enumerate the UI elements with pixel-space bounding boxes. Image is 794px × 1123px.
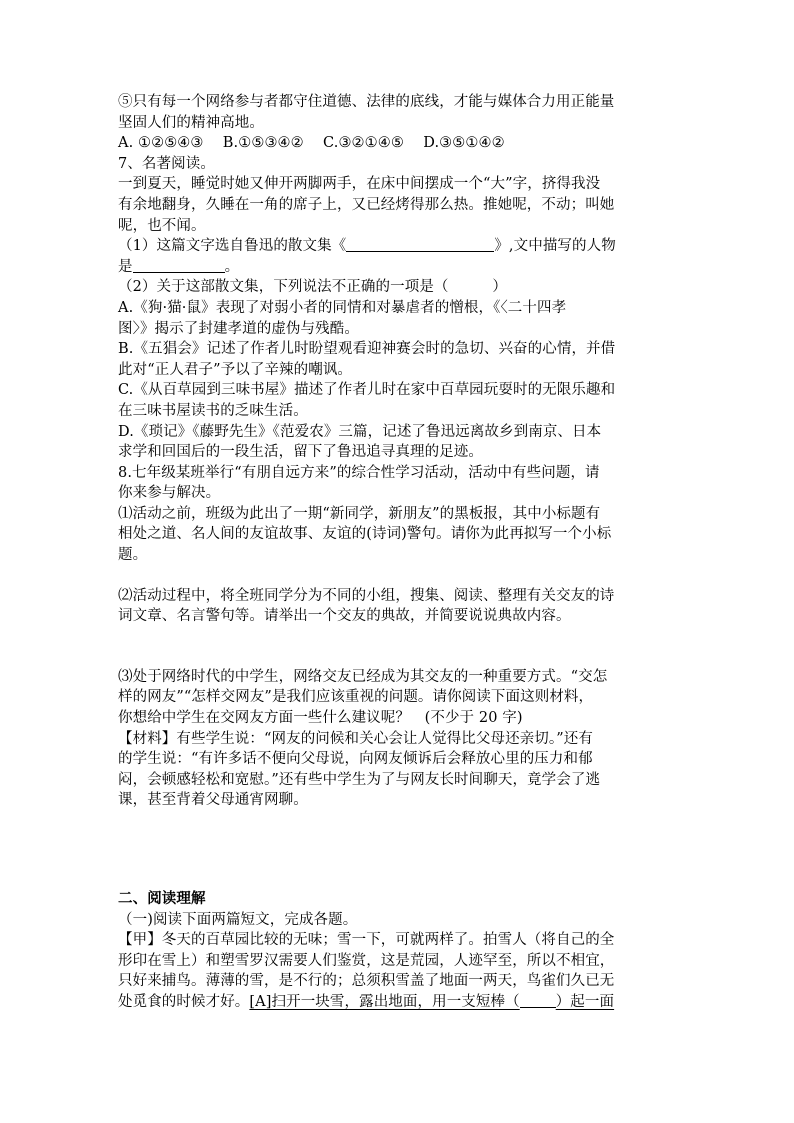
material-line: 的学生说：“有许多话不便向父母说，向网友倾诉后会释放心里的压力和郁: [118, 751, 593, 768]
reading-line: 只好来捕鸟。薄薄的雪，是不行的；总须积雪盖了地面一两天，鸟雀们久已无: [118, 973, 615, 990]
text-line: 呢，也不闻。: [118, 217, 206, 234]
character-blank[interactable]: [133, 258, 225, 273]
reading-line: 【甲】冬天的百草园比较的无味；雪一下，可就两样了。拍雪人（将自己的全: [118, 932, 615, 949]
question-8-2-line: ⑵活动过程中，将全班同学分为不同的小组，搜集、阅读、整理有关交友的诗: [118, 587, 615, 604]
fill-blank[interactable]: [520, 993, 556, 1008]
document-page: [118, 92, 678, 1013]
answer-space[interactable]: [118, 811, 678, 851]
question-8-3-line: 你想给中学生在交网友方面一些什么建议呢？ (不少于 20 字): [118, 710, 523, 727]
question-7-1-line: [118, 236, 678, 257]
option-d-line: D.《琐记》《藤野先生》《范爱农》三篇，记述了鲁迅远离故乡到南京、日本: [118, 423, 602, 440]
answer-space[interactable]: [118, 566, 678, 586]
text-line: ⑤只有每一个网络参与者都守住道德、法律的底线，才能与媒体合力用正能量: [118, 94, 615, 110]
q7-1-text-d: 。: [224, 258, 240, 275]
question-8-1-line: 相处之道、名人间的友谊故事、友谊的(诗词)警句。请你为此再拟写一个小标: [118, 526, 612, 543]
question-8-line: 你来参与解决。: [118, 485, 221, 502]
reading-line: 形印在雪上）和塑雪罗汉需要人们鉴赏，这是荒园，人迹罕至，所以不相宜，: [118, 952, 615, 969]
option-b-line: 此对“正人君子”予以了辛辣的嘲讽。: [118, 361, 353, 378]
question-8-line: 8.七年级某班举行“有朋自远方来”的综合性学习活动，活动中有些问题，请: [118, 464, 600, 481]
q7-1-text-a: （1）这篇文字选自鲁迅的散文集《: [118, 238, 347, 255]
option-b-line: B.《五猖会》记述了作者儿时盼望观看迎神赛会时的急切、兴奋的心情，并借: [118, 341, 616, 358]
text-line: 坚固人们的精神高地。: [118, 114, 264, 131]
book-title-blank[interactable]: [346, 237, 494, 252]
question-8-2-line: 词文章、名言警句等。请举出一个交友的典故，并简要说说典故内容。: [118, 608, 571, 625]
q7-1-text-c: 是: [118, 258, 133, 275]
reading-text: 处觅食的时候才好。: [118, 993, 250, 1010]
material-line: 【材料】有些学生说：“网友的问候和关心会让人觉得比父母还亲切。”还有: [118, 730, 593, 747]
question-7-2: （2）关于这部散文集，下列说法不正确的一项是（ ）: [118, 279, 507, 296]
answer-options: A. ①②⑤④③ B.①⑤③④② C.③②①④⑤ D.③⑤①④②: [118, 135, 505, 152]
question-8-1-line: ⑴活动之前，班级为此出了一期“新同学，新朋友”的黑板报，其中小标题有: [118, 505, 601, 522]
answer-space[interactable]: [118, 851, 678, 889]
question-8-3-line: 样的网友”“怎样交网友”是我们应该重视的问题。请你阅读下面这则材料，: [118, 689, 594, 706]
question-7-1-line2: [118, 257, 678, 278]
underlined-passage-a: [A]扫开一块雪，露出地面，用一支短棒（: [249, 993, 520, 1010]
question-8-3-line: ⑶处于网络时代的中学生，网络交友已经成为其交友的一种重要方式。“交怎: [118, 668, 608, 685]
option-a-line: A.《狗·猫·鼠》表现了对弱小者的同情和对暴虐者的憎根，《〈二十四孝: [118, 299, 567, 316]
text-line: 一到夏天，睡觉时她又伸开两脚两手，在床中间摆成一个“大”字，挤得我没: [118, 176, 601, 193]
text-line: 有余地翻身，久睡在一角的席子上，又已经烤得那么热。推她呢，不动；叫她: [118, 196, 615, 213]
question-7-title: 7、名著阅读。: [118, 155, 215, 172]
option-d-line: 求学和回国后的一段生活，留下了鲁迅追寻真理的足迹。: [118, 444, 483, 461]
question-8-1-line: 题。: [118, 547, 148, 564]
option-a-line: 图〉》揭示了封建孝道的虚伪与残酷。: [118, 320, 359, 337]
material-line: 课，甚至背着父母通宵网聊。: [118, 792, 308, 809]
reading-line: （一)阅读下面两篇短文，完成各题。: [118, 911, 358, 928]
section-2-title: 二、阅读理解: [118, 890, 206, 907]
q7-1-text-b: 》,文中描写的人物: [494, 238, 616, 255]
option-c-line: 在三味书屋读书的乏味生活。: [118, 402, 308, 419]
reading-last-line: [118, 992, 678, 1013]
answer-space[interactable]: [118, 627, 678, 667]
material-line: 闷，会顿感轻松和宽慰。”还有些中学生为了与网友长时间聊天，竟学会了逃: [118, 771, 601, 788]
option-c-line: C.《从百草园到三味书屋》描述了作者儿时在家中百草园玩耍时的无限乐趣和: [118, 382, 616, 399]
underlined-passage-b: ）起一面: [555, 993, 615, 1010]
